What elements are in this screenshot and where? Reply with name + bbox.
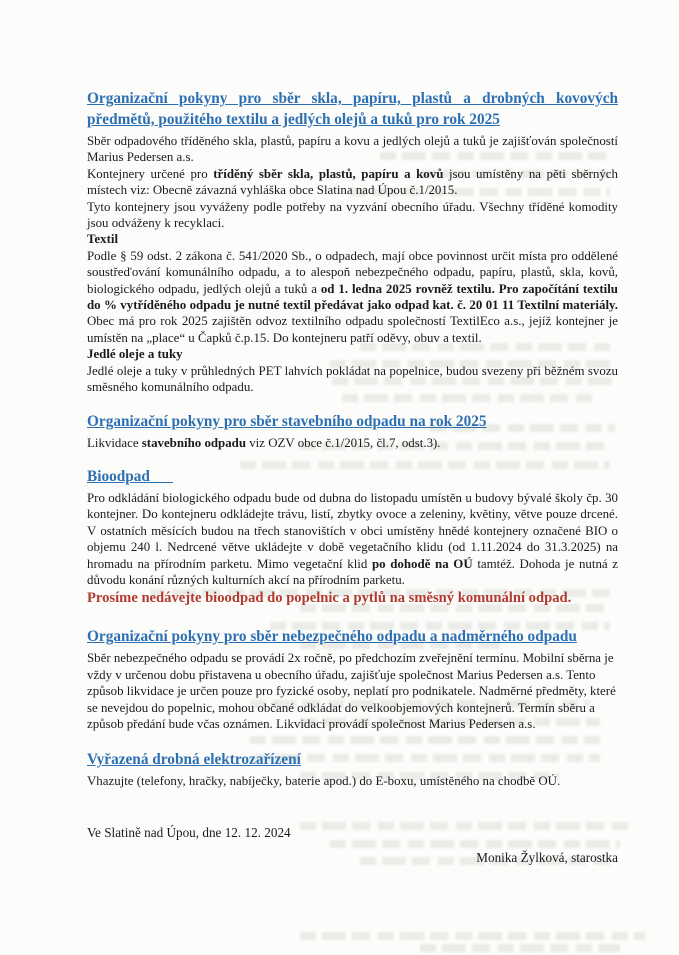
document-content [87,88,618,866]
heading-hazardous-waste: Organizační pokyny pro sběr nebezpečného odpadu a nadměrného odpadu [87,628,577,646]
text-run: tamtéž. Dohoda je nutná z důvodu konání různých kulturních akcí na přírodním parketu. [87,556,618,587]
paragraph-biowaste [87,490,618,588]
text-run: jsou umístěny na pěti sběrných místech viz: Obecně závazná vyhláška obce Slatina nad Úpou č.1/2015. [87,166,618,198]
bleedthrough-row [420,944,620,952]
paragraph-sorted-waste-intro [87,133,618,166]
bold-text-run: tříděný sběr skla, plastů, papíru a kovů [213,166,444,181]
text-run: Obec má pro rok 2025 zajištěn odvoz textilního odpadu společností TextilEco a.s., jejíž kontejner je umístěn na „place“ u Čapků č.p.15. Do kontejneru patří oděvy, obuv a textil. [87,314,618,345]
heading-biowaste [87,466,618,487]
heading-biowaste-label: Bioodpad [87,467,150,485]
paragraph-textil [87,248,618,346]
text-run: Vhazujte (telefony, hračky, nabíječky, baterie apod.) do E-boxu, umístěného na chodbě OÚ. [87,774,561,789]
heading-small-electronics: Vyřazená drobná elektrozařízení [87,751,301,769]
text-run: Likvidace [87,435,142,450]
text-run: Podle § 59 odst. 2 zákona č. 541/2020 Sb., o odpadech, mají obce povinnost určit místa pro oddělené soustřeďování komunálního odpadu, a to alespoň nebezpečného odpadu, papíru, plastů, skla, kovů, biologického odpadu, jedlých olejů a tuků a [87,248,618,296]
text-run: Kontejnery určené pro [87,166,214,181]
paragraph-edible-oils [87,363,618,396]
subheading-edible-oils: Jedlé oleje a tuky [87,347,183,362]
heading-underline-extension [150,468,173,485]
paragraph-small-electronics [87,773,618,789]
paragraph-containers-recycling [87,199,618,232]
bleedthrough-row [300,932,645,940]
text-run: Sběr nebezpečného odpadu se provádí 2x ročně, po předchozím zveřejnění termínu. Mobilní sběrna je vždy v určenou dobu přistavena u obecního úřadu, zajišťuje společnost Marius Pedersen a.s. Tento způsob likvidace je určen pouze pro fyzické osoby, neplatí pro podnikatele. Nadměrné předměty, které se nevejdou do popelnic, mohou občané odkládat do velkoobjemových kontejnerů. Termín sběru a způsob předání bude včas oznámen. Likvidaci provádí společnost Marius Pedersen a.s. [87,651,616,731]
heading-sorted-waste-2025: Organizační pokyny pro sběr skla, papíru, plastů a drobných kovových předmětů, použitého textilu a jedlých olejů a tuků pro rok 2025 [87,90,618,128]
document-date-line: Ve Slatině nad Úpou, dne 12. 12. 2024 [87,824,291,840]
subheading-textil: Textil [87,232,119,247]
warning-no-biowaste-in-bins: Prosíme nedávejte bioodpad do popelnic a pytlů na směsný komunální odpad. [87,590,572,607]
bold-text-run: od 1. ledna 2025 rovněž textilu. Pro započítání textilu do % vytříděného odpadu je nutné textil předávat jako odpad kat. č. 20 01 11 Textilní materiály. [87,281,618,313]
bold-text-run: stavebního odpadu [141,435,247,450]
text-run: Tyto kontejnery jsou vyváženy podle potřeby na vyzvání obecního úřadu. Všechny tříděné komodity jsou odváženy k recyklaci. [87,199,618,231]
paragraph-hazardous-waste [87,650,618,732]
heading-construction-waste: Organizační pokyny pro sběr stavebního odpadu na rok 2025 [87,412,487,430]
paragraph-construction-waste [87,435,618,451]
paragraph-containers-locations [87,166,618,199]
text-run: viz OZV obce č.1/2015, čl.7, odst.3). [246,435,441,450]
text-run: Pro odkládání biologického odpadu bude od dubna do listopadu umístěn u budovy bývalé školy čp. 30 kontejner. Do kontejneru odkládejte trávu, listí, zbytky ovoce a zeleniny, květiny, větve pouze drcené. V ostatních měsících budou na třech stanovištích v obci umístěny hnědé kontejnery označené BIO o objemu 240 l. Nedrcené větve ukládejte v době vegetačního klidu (od 1.11.2024 do 31.3.2025) na hromadu na přírodním parketu. Mimo vegetační klid [87,490,618,571]
text-run: Sběr odpadového tříděného skla, plastů, papíru a kovu a jedlých olejů a tuků je zajišťován společností Marius Pedersen a.s. [87,134,618,165]
signature-line: Monika Žylková, starostka [476,849,618,865]
text-run: Jedlé oleje a tuky v průhledných PET lahvích pokládat na popelnice, budou svezeny při běžném svozu směsného komunálního odpadu. [87,363,618,395]
bold-text-run: po dohodě na OÚ [371,556,473,571]
